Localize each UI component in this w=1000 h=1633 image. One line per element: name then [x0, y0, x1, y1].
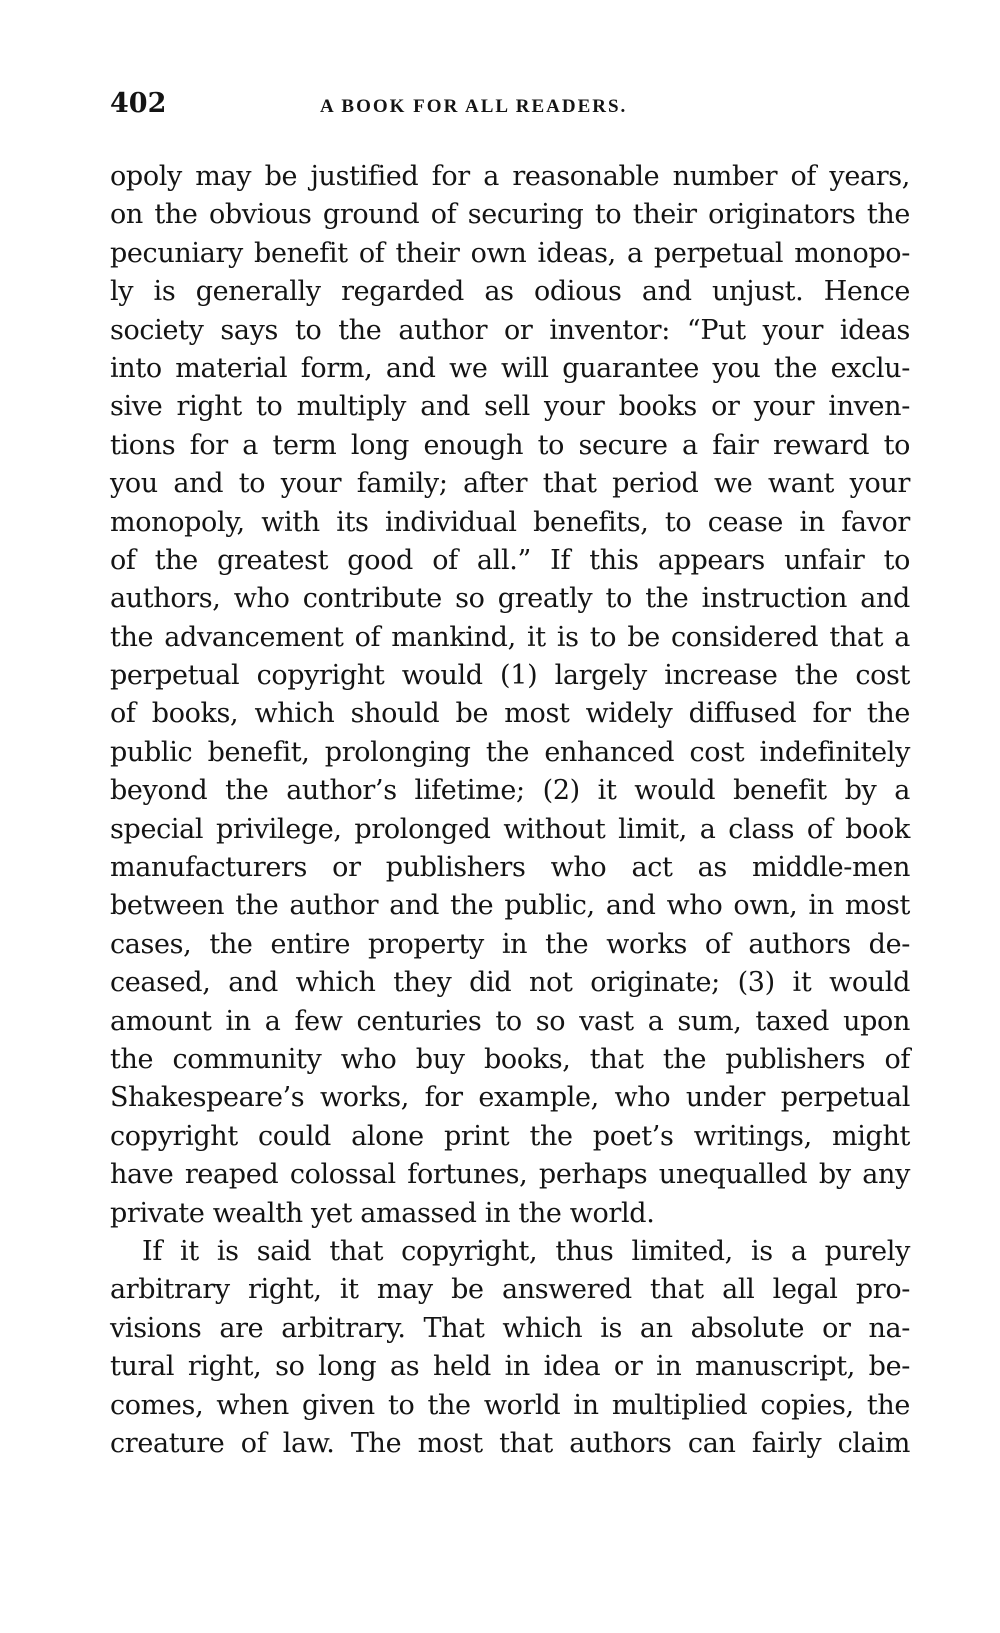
text-line: opoly may be justified for a reasonable number of years,	[110, 161, 910, 192]
text-line: public benefit, prolonging the enhanced cost indefinitely	[110, 736, 910, 768]
text-line: authors, who contribute so greatly to the instruction and	[110, 583, 910, 615]
text-line: perpetual copyright would (1) largely increase the cost	[110, 660, 910, 692]
text-line: creature of law. The most that authors can fairly claim	[110, 1427, 910, 1459]
text-line: cases, the entire property in the works of authors de-	[110, 928, 910, 960]
text-line: ly is generally regarded as odious and unjust. Hence	[110, 276, 910, 308]
text-line: amount in a few centuries to so vast a sum, taxed upon	[110, 1005, 910, 1037]
text-line: the community who buy books, that the publishers of	[110, 1043, 910, 1075]
text-line: have reaped colossal fortunes, perhaps unequalled by any	[110, 1159, 910, 1191]
text-line: you and to your family; after that period we want your	[110, 468, 910, 500]
text-line: of the greatest good of all.” If this appears unfair to	[110, 544, 910, 576]
text-line: on the obvious ground of securing to their originators the	[110, 199, 910, 231]
text-line: beyond the author’s lifetime; (2) it would benefit by a	[110, 775, 910, 807]
page-number: 402	[110, 88, 167, 119]
body-text	[110, 158, 910, 1463]
paragraph-2	[110, 1233, 910, 1463]
text-line: society says to the author or inventor: “Put your ideas	[110, 314, 910, 346]
running-title: A BOOK FOR ALL READERS.	[320, 96, 628, 117]
text-line: manufacturers or publishers who act as middle-men	[110, 852, 910, 884]
text-line: copyright could alone print the poet’s writings, might	[110, 1120, 910, 1152]
text-line: into material form, and we will guarantee you the exclu-	[110, 352, 910, 384]
text-line: monopoly, with its individual benefits, to cease in favor	[110, 506, 910, 538]
text-line: Shakespeare’s works, for example, who under perpetual	[110, 1082, 910, 1114]
text-line: private wealth yet amassed in the world.	[110, 1197, 655, 1229]
paragraph-1	[110, 158, 910, 1233]
text-line: ceased, and which they did not originate; (3) it would	[110, 967, 910, 999]
text-line: between the author and the public, and who own, in most	[110, 890, 910, 922]
text-line: tural right, so long as held in idea or in manuscript, be-	[110, 1351, 910, 1383]
text-line: comes, when given to the world in multiplied copies, the	[110, 1389, 910, 1421]
text-line: sive right to multiply and sell your books or your inven-	[110, 391, 910, 423]
text-line: the advancement of mankind, it is to be considered that a	[110, 621, 910, 653]
text-line: pecuniary benefit of their own ideas, a perpetual monopo-	[110, 237, 910, 269]
text-line: tions for a term long enough to secure a fair reward to	[110, 429, 910, 461]
text-line: visions are arbitrary. That which is an absolute or na-	[110, 1312, 910, 1344]
text-line: arbitrary right, it may be answered that all legal pro-	[110, 1274, 910, 1306]
running-head	[110, 88, 910, 128]
text-line: of books, which should be most widely diffused for the	[110, 698, 910, 730]
text-line: special privilege, prolonged without limit, a class of book	[110, 813, 910, 845]
text-line: If it is said that copyright, thus limited, is a purely	[142, 1235, 910, 1267]
